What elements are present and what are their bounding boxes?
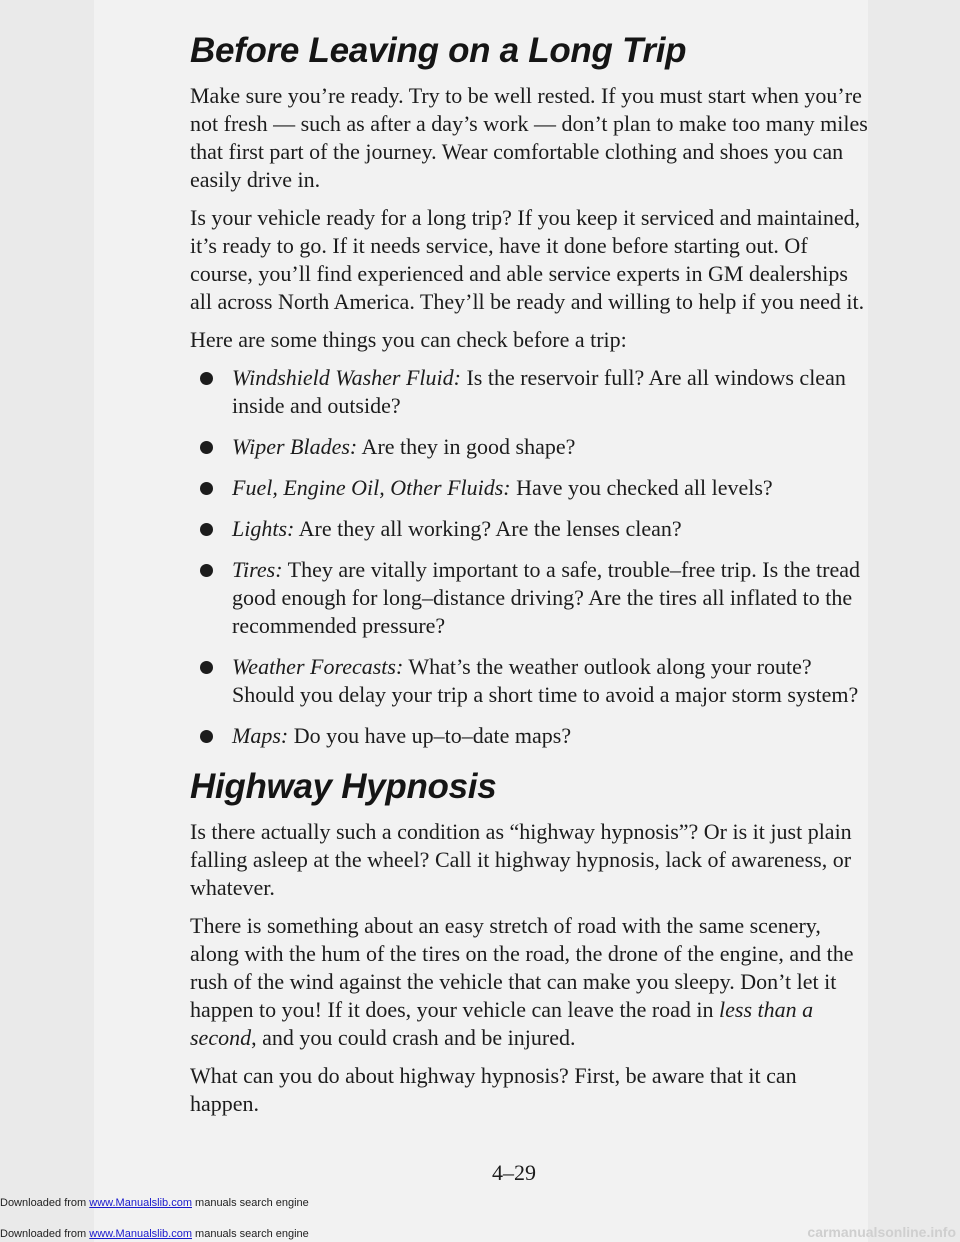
page-number: 4–29 (492, 1160, 536, 1185)
paragraph: Is your vehicle ready for a long trip? If you keep it serviced and maintained, it’s ready to go. If it needs service, have it done before starting out. Of course, you’ll find experienced and able service experts in GM dealerships all across North America. They’ll be ready and willing to help if you need it. (190, 205, 865, 314)
list-item: Lights: Are they all working? Are the lenses clean? (190, 515, 868, 543)
bullet-icon (200, 661, 213, 674)
manualslib-link[interactable]: www.Manualslib.com (89, 1197, 192, 1209)
bullet-icon (200, 564, 213, 577)
paragraph: Make sure you’re ready. Try to be well rested. If you must start when you’re not fresh — such as after a day’s work — don’t plan to make too many miles that first part of the journey. Wear comfortable clothing and shoes you can easily drive in. (190, 83, 868, 192)
bullet-icon (200, 372, 213, 385)
section-title-highway-hypnosis: Highway Hypnosis (190, 767, 497, 806)
trip-checklist (190, 364, 868, 750)
manualslib-link-bottom[interactable]: www.Manualslib.com (89, 1228, 192, 1240)
list-item: Tires: They are vitally important to a safe, trouble–free trip. Is the tread good enough for long–distance driving? Are the tires all inflated to the recommended pressure? (190, 556, 868, 640)
download-source-line-bottom: Downloaded from www.Manualslib.com manuals search engine (0, 1228, 309, 1240)
list-item: Fuel, Engine Oil, Other Fluids: Have you checked all levels? (190, 474, 868, 502)
paragraph: Here are some things you can check before a trip: (190, 327, 627, 352)
download-source-line-top: Downloaded from www.Manualslib.com manuals search engine (0, 1197, 309, 1209)
bullet-icon (200, 482, 213, 495)
list-item: Windshield Washer Fluid: Is the reservoir full? Are all windows clean inside and outside? (190, 364, 868, 420)
bullet-icon (200, 730, 213, 743)
page-content (190, 30, 868, 1128)
section-title-long-trip: Before Leaving on a Long Trip (190, 31, 687, 70)
list-item: Maps: Do you have up–to–date maps? (190, 722, 868, 750)
emphasis-text: less than a second (190, 997, 814, 1050)
paragraph: Is there actually such a condition as “highway hypnosis”? Or is it just plain falling asleep at the wheel? Call it highway hypnosis, lack of awareness, or whatever. (190, 819, 852, 900)
bullet-icon (200, 441, 213, 454)
bullet-icon (200, 523, 213, 536)
paragraph: There is something about an easy stretch of road with the same scenery, along with the hum of the tires on the road, the drone of the engine, and the rush of the wind against the vehicle that can make you sleepy. Don’t let it happen to you! If it does, your vehicle can leave the road in less than a second, and you could crash and be injured. (190, 913, 854, 1050)
watermark: carmanualsonline.info (807, 1224, 956, 1240)
paragraph: What can you do about highway hypnosis? First, be aware that it can happen. (190, 1063, 797, 1116)
list-item: Weather Forecasts: What’s the weather outlook along your route? Should you delay your trip a short time to avoid a major storm system? (190, 653, 868, 709)
list-item: Wiper Blades: Are they in good shape? (190, 433, 868, 461)
